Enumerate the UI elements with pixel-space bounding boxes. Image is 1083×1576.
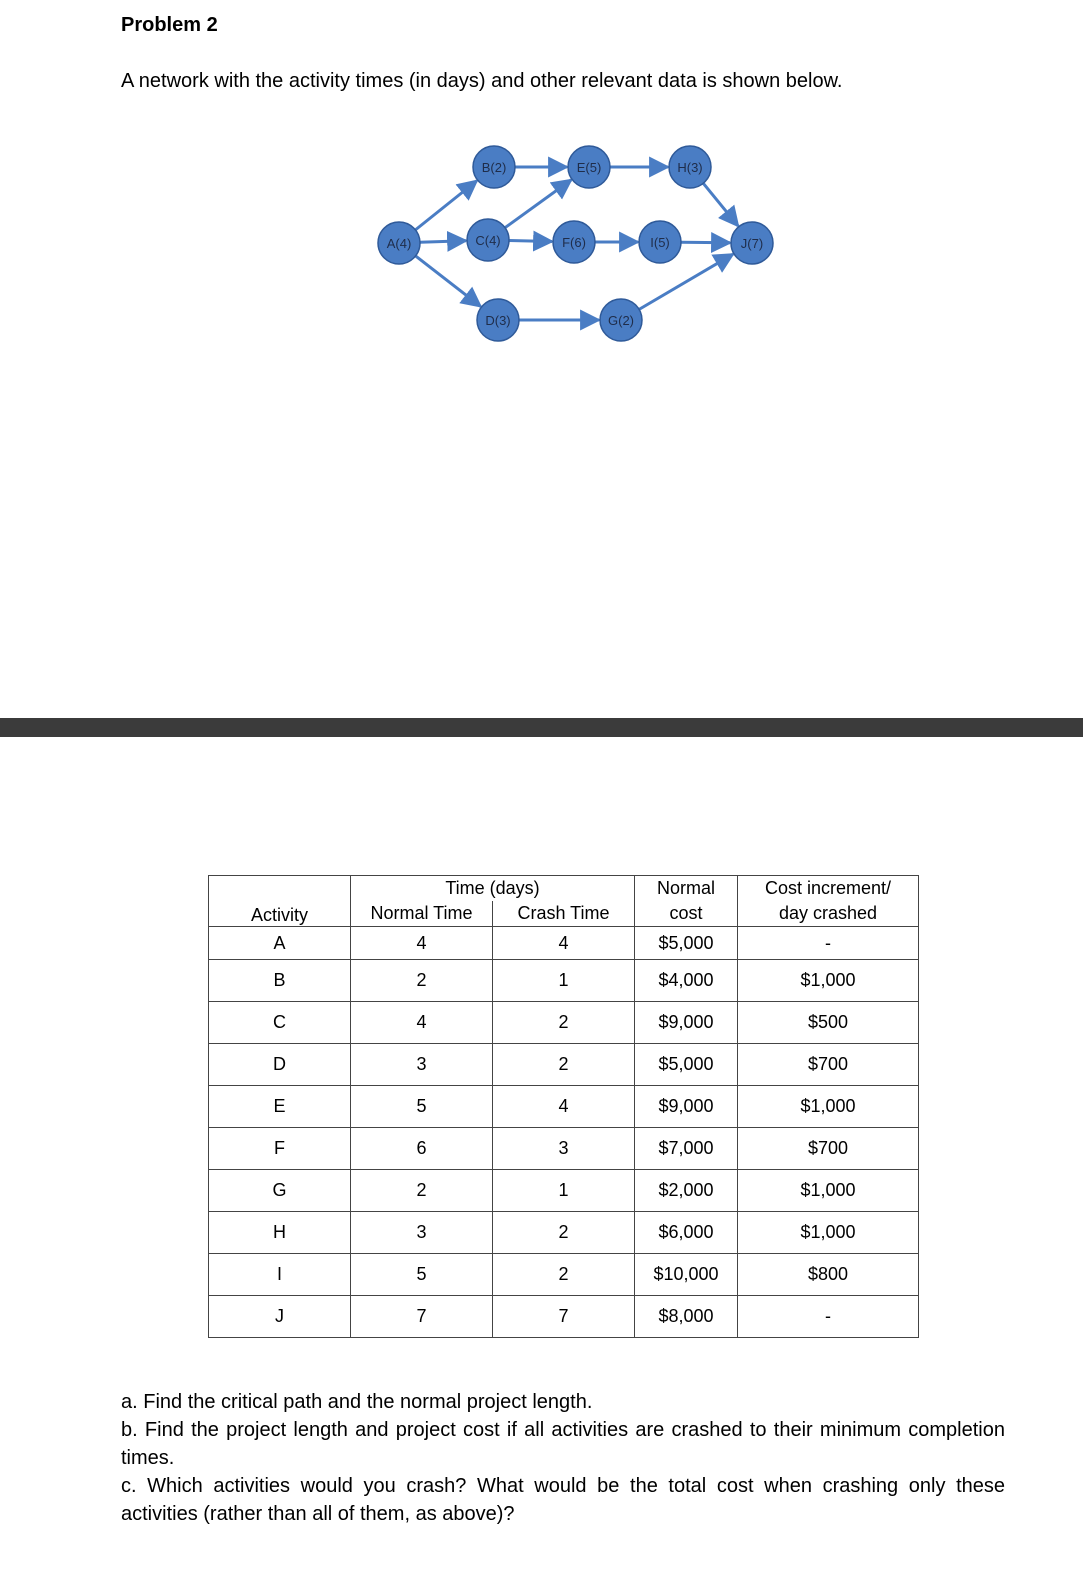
cell-crash-time: 4 xyxy=(493,1086,635,1128)
node-d xyxy=(477,299,519,341)
cell-cost-increment: $1,000 xyxy=(738,1086,919,1128)
cell-normal-cost: $5,000 xyxy=(635,1044,738,1086)
cell-normal-time: 2 xyxy=(351,960,493,1002)
cell-activity: C xyxy=(209,1002,351,1044)
cell-crash-time: 4 xyxy=(493,927,635,960)
cell-normal-time: 4 xyxy=(351,927,493,960)
cell-crash-time: 7 xyxy=(493,1296,635,1338)
table-row xyxy=(209,1128,919,1170)
cell-activity: J xyxy=(209,1296,351,1338)
node-g xyxy=(600,299,642,341)
node-label: F(6) xyxy=(562,235,586,250)
cell-cost-increment: - xyxy=(738,1296,919,1338)
table-row xyxy=(209,927,919,960)
node-h xyxy=(669,146,711,188)
cell-cost-increment: $1,000 xyxy=(738,1170,919,1212)
problem-title: Problem 2 xyxy=(121,14,218,36)
node-label: J(7) xyxy=(740,236,764,251)
header-normal-time: Normal Time xyxy=(351,901,493,927)
header-time-group: Time (days) xyxy=(351,876,635,902)
cell-activity: D xyxy=(209,1044,351,1086)
edge-i-to-j xyxy=(681,242,730,243)
edge-c-to-f xyxy=(509,240,552,241)
edge-a-to-d xyxy=(416,256,481,307)
table-row xyxy=(209,1086,919,1128)
node-label: I(5) xyxy=(650,235,670,250)
node-j xyxy=(731,222,773,264)
table-row xyxy=(209,1170,919,1212)
edge-h-to-j xyxy=(703,183,738,226)
cell-crash-time: 1 xyxy=(493,1170,635,1212)
cell-normal-cost: $4,000 xyxy=(635,960,738,1002)
node-label: H(3) xyxy=(677,160,703,175)
edge-a-to-b xyxy=(415,181,476,230)
cell-normal-cost: $8,000 xyxy=(635,1296,738,1338)
header-normal-cost-line1: Normal xyxy=(635,876,738,902)
table-row xyxy=(209,1254,919,1296)
cell-activity: A xyxy=(209,927,351,960)
cell-cost-increment: - xyxy=(738,927,919,960)
node-i xyxy=(639,221,681,263)
table-row xyxy=(209,1296,919,1338)
cell-normal-time: 3 xyxy=(351,1044,493,1086)
cell-crash-time: 3 xyxy=(493,1128,635,1170)
cell-normal-cost: $6,000 xyxy=(635,1212,738,1254)
header-crash-time: Crash Time xyxy=(493,901,635,927)
cell-activity: B xyxy=(209,960,351,1002)
node-label: B(2) xyxy=(481,160,507,175)
section-divider xyxy=(0,718,1083,737)
cell-normal-time: 5 xyxy=(351,1254,493,1296)
node-label: G(2) xyxy=(608,313,634,328)
cell-crash-time: 1 xyxy=(493,960,635,1002)
activity-network-diagram xyxy=(0,0,1083,360)
cell-normal-cost: $2,000 xyxy=(635,1170,738,1212)
node-label: E(5) xyxy=(576,160,602,175)
cell-crash-time: 2 xyxy=(493,1002,635,1044)
header-cost-increment-line1: Cost increment/ xyxy=(738,876,919,902)
activity-data-table xyxy=(208,875,919,1338)
cell-crash-time: 2 xyxy=(493,1212,635,1254)
cell-normal-cost: $10,000 xyxy=(635,1254,738,1296)
cell-activity: F xyxy=(209,1128,351,1170)
cell-cost-increment: $700 xyxy=(738,1044,919,1086)
table-row xyxy=(209,1002,919,1044)
table-row xyxy=(209,1212,919,1254)
node-a xyxy=(378,222,420,264)
cell-activity: E xyxy=(209,1086,351,1128)
question-b: b. Find the project length and project cost if all activities are crashed to their minimum completion times. xyxy=(121,1419,1005,1469)
cell-normal-cost: $9,000 xyxy=(635,1002,738,1044)
header-activity-top xyxy=(209,876,351,902)
cell-cost-increment: $1,000 xyxy=(738,960,919,1002)
table-row xyxy=(209,960,919,1002)
cell-normal-time: 4 xyxy=(351,1002,493,1044)
node-b xyxy=(473,146,515,188)
table-row xyxy=(209,1044,919,1086)
cell-normal-time: 5 xyxy=(351,1086,493,1128)
node-label: D(3) xyxy=(485,313,511,328)
cell-normal-time: 7 xyxy=(351,1296,493,1338)
node-label: A(4) xyxy=(386,236,412,251)
cell-normal-time: 3 xyxy=(351,1212,493,1254)
node-f xyxy=(553,221,595,263)
cell-cost-increment: $500 xyxy=(738,1002,919,1044)
question-a: a. Find the critical path and the normal project length. xyxy=(121,1391,593,1413)
cell-crash-time: 2 xyxy=(493,1044,635,1086)
intro-text: A network with the activity times (in days) and other relevant data is shown below. xyxy=(121,70,843,92)
questions-block xyxy=(121,1388,1005,1528)
cell-cost-increment: $700 xyxy=(738,1128,919,1170)
edge-a-to-c xyxy=(420,241,466,243)
cell-normal-cost: $9,000 xyxy=(635,1086,738,1128)
cell-crash-time: 2 xyxy=(493,1254,635,1296)
cell-activity: I xyxy=(209,1254,351,1296)
header-cost-increment-line2: day crashed xyxy=(738,901,919,927)
cell-cost-increment: $800 xyxy=(738,1254,919,1296)
question-c: c. Which activities would you crash? What would be the total cost when crashing only these activities (rather than all of them, as above)? xyxy=(121,1475,1005,1525)
edge-c-to-e xyxy=(505,180,571,228)
cell-activity: H xyxy=(209,1212,351,1254)
cell-normal-time: 2 xyxy=(351,1170,493,1212)
node-e xyxy=(568,146,610,188)
cell-normal-time: 6 xyxy=(351,1128,493,1170)
cell-normal-cost: $7,000 xyxy=(635,1128,738,1170)
node-label: C(4) xyxy=(475,233,501,248)
header-activity: Activity xyxy=(209,901,351,927)
node-c xyxy=(467,219,509,261)
header-normal-cost-line2: cost xyxy=(635,901,738,927)
cell-activity: G xyxy=(209,1170,351,1212)
cell-normal-cost: $5,000 xyxy=(635,927,738,960)
cell-cost-increment: $1,000 xyxy=(738,1212,919,1254)
